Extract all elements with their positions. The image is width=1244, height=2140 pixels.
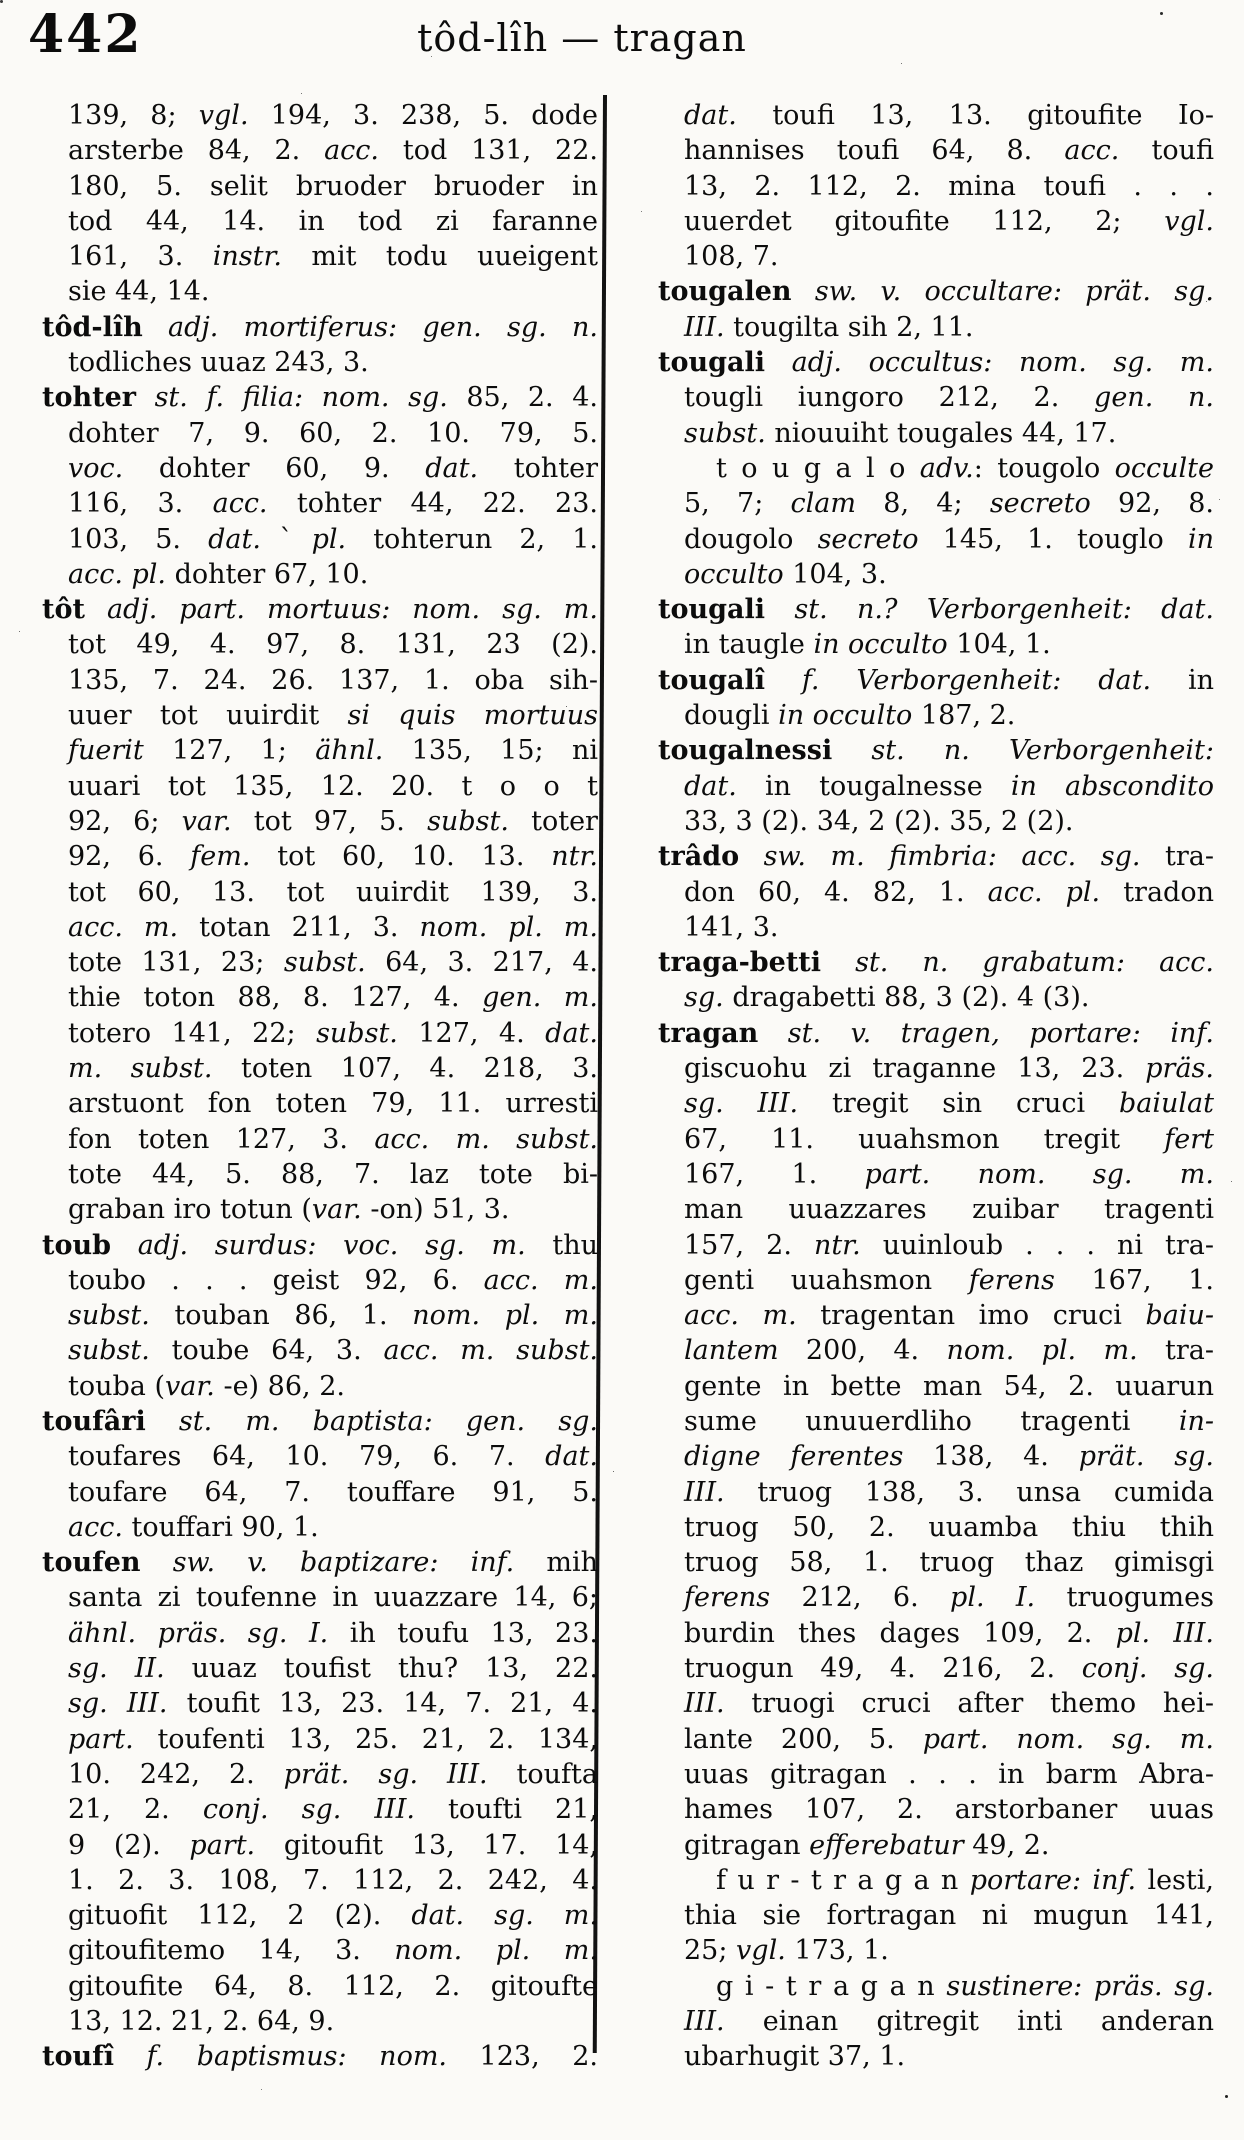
entry-line: acc. touffari 90, 1. bbox=[68, 1511, 319, 1543]
page-header bbox=[0, 0, 1244, 95]
entry-line: 116, 3. acc. tohter 44, 22. 23. bbox=[68, 488, 598, 520]
entry-line: uuer tot uuirdit si quis mortuus bbox=[68, 700, 598, 732]
page-number: 442 bbox=[28, 4, 143, 65]
right-column bbox=[658, 98, 1214, 2075]
entry-line: ähnl. präs. sg. I. ih toufu 13, 23. bbox=[68, 1617, 598, 1649]
entry-line: tôt adj. part. mortuus: nom. sg. m. bbox=[42, 594, 598, 626]
entry-line: fon toten 127, 3. acc. m. subst. bbox=[68, 1123, 598, 1155]
entry-line: thia sie fortragan ni mugun 141, bbox=[684, 1900, 1214, 1932]
entry-line: touba (var. -e) 86, 2. bbox=[68, 1370, 345, 1402]
entry-line: 108, 7. bbox=[684, 241, 779, 273]
entry-line: gituofit 112, 2 (2). dat. sg. m. bbox=[68, 1900, 598, 1932]
entry-line: man uuazzares zuibar tragenti bbox=[684, 1194, 1214, 1226]
entry-line: 21, 2. conj. sg. III. toufti 21, bbox=[68, 1794, 598, 1826]
entry-line: trâdo sw. m. fimbria: acc. sg. tra- bbox=[658, 841, 1215, 873]
entry-line: ferens 212, 6. pl. I. truogumes bbox=[684, 1582, 1214, 1614]
entry-line: III. tougilta sih 2, 11. bbox=[684, 311, 974, 343]
entry-line: fuerit 127, 1; ähnl. 135, 15; ni bbox=[68, 735, 598, 767]
entry-line: III. truogi cruci after themo hei- bbox=[684, 1688, 1214, 1720]
entry-line: tougali adj. occultus: nom. sg. m. bbox=[658, 347, 1214, 379]
entry-line: thie toton 88, 8. 127, 4. gen. m. bbox=[68, 982, 598, 1014]
entry-line: arsterbe 84, 2. acc. tod 131, 22. bbox=[68, 135, 598, 167]
entry-line: tougalen sw. v. occultare: prät. sg. bbox=[658, 276, 1214, 308]
entry-line: tod 44, 14. in tod zi faranne bbox=[68, 205, 598, 237]
entry-line: subst. toube 64, 3. acc. m. subst. bbox=[68, 1335, 599, 1367]
entry-line: sume unuuerdliho tragenti in- bbox=[684, 1405, 1214, 1437]
entry-line: tougalî f. Verborgenheit: dat. in bbox=[658, 664, 1214, 696]
entry-line: tot 49, 4. 97, 8. 131, 23 (2). bbox=[68, 629, 598, 661]
entry-line: totero 141, 22; subst. 127, 4. dat. bbox=[68, 1017, 598, 1049]
entry-line: dat. toufi 13, 13. gitoufite Io- bbox=[684, 100, 1214, 131]
entry-line: 139, 8; vgl. 194, 3. 238, 5. dode bbox=[68, 100, 598, 131]
entry-line: digne ferentes 138, 4. prät. sg. bbox=[684, 1441, 1214, 1473]
entry-line: 103, 5. dat.ˋpl. tohterun 2, 1. bbox=[68, 523, 598, 555]
entry-line: toufare 64, 7. touffare 91, 5. bbox=[68, 1476, 598, 1508]
entry-line: toub adj. surdus: voc. sg. m. thu bbox=[42, 1229, 598, 1261]
entry-line: sg. III. tregit sin cruci baiulat bbox=[684, 1088, 1215, 1120]
entry-line: 92, 6. fem. tot 60, 10. 13. ntr. bbox=[68, 841, 598, 873]
entry-line: traga-betti st. n. grabatum: acc. bbox=[658, 947, 1214, 979]
entry-line: toufî f. baptismus: nom. 123, 2. bbox=[42, 2041, 598, 2073]
entry-line: arstuont fon toten 79, 11. urresti bbox=[68, 1088, 598, 1120]
entry-line: occulto 104, 3. bbox=[684, 558, 887, 590]
entry-line: hames 107, 2. arstorbaner uuas bbox=[684, 1794, 1214, 1826]
entry-line: santa zi toufenne in uuazzare 14, 6; bbox=[68, 1582, 598, 1614]
entry-line: tragan st. v. tragen, portare: inf. bbox=[658, 1017, 1214, 1049]
entry-line: 13, 12. 21, 2. 64, 9. bbox=[68, 2006, 335, 2038]
entry-line: 13, 2. 112, 2. mina toufi . . . bbox=[684, 170, 1214, 202]
entry-line: g i - t r a g a n sustinere: präs. sg. bbox=[716, 1970, 1214, 2002]
running-header: tôd-lîh — tragan bbox=[417, 16, 747, 60]
entry-line: lantem 200, 4. nom. pl. m. tra- bbox=[684, 1335, 1214, 1367]
entry-line: sg. III. toufit 13, 23. 14, 7. 21, 4. bbox=[68, 1688, 598, 1720]
entry-line: don 60, 4. 82, 1. acc. pl. tradon bbox=[684, 876, 1214, 908]
entry-line: gitragan efferebatur 49, 2. bbox=[684, 1829, 1050, 1861]
scan-noise-speckles bbox=[0, 0, 3, 3]
left-column bbox=[42, 98, 598, 2075]
entry-line: tot 60, 13. tot uuirdit 139, 3. bbox=[68, 876, 598, 908]
entry-line: toufen sw. v. baptizare: inf. mih bbox=[42, 1547, 598, 1579]
entry-line: 141, 3. bbox=[684, 911, 779, 943]
entry-line: uuari tot 135, 12. 20. t o o t bbox=[68, 770, 598, 802]
entry-line: 161, 3. instr. mit todu uueigent bbox=[68, 241, 598, 273]
entry-line: tougli iungoro 212, 2. gen. n. bbox=[684, 382, 1215, 414]
entry-line: truog 58, 1. truog thaz gimisgi bbox=[684, 1547, 1214, 1579]
entry-line: burdin thes dages 109, 2. pl. III. bbox=[684, 1617, 1214, 1649]
entry-line: acc. m. totan 211, 3. nom. pl. m. bbox=[68, 911, 598, 943]
entry-line: gente in bette man 54, 2. uuarun bbox=[684, 1370, 1214, 1402]
entry-line: truog 50, 2. uuamba thiu thih bbox=[684, 1511, 1214, 1543]
entry-line: tougali st. n.? Verborgenheit: dat. bbox=[658, 594, 1214, 626]
entry-line: 1. 2. 3. 108, 7. 112, 2. 242, 4. bbox=[68, 1864, 598, 1896]
entry-line: uuerdet gitoufite 112, 2; vgl. bbox=[684, 205, 1214, 237]
entry-line: truogun 49, 4. 216, 2. conj. sg. bbox=[684, 1653, 1214, 1685]
entry-line: part. toufenti 13, 25. 21, 2. 134, bbox=[68, 1723, 598, 1755]
entry-line: in taugle in occulto 104, 1. bbox=[684, 629, 1051, 661]
entry-line: 10. 242, 2. prät. sg. III. toufta bbox=[68, 1758, 598, 1790]
entry-line: 135, 7. 24. 26. 137, 1. oba sih- bbox=[68, 664, 598, 696]
entry-line: sg. dragabetti 88, 3 (2). 4 (3). bbox=[684, 982, 1090, 1014]
entry-line: todliches uuaz 243, 3. bbox=[68, 347, 369, 379]
entry-line: sie 44, 14. bbox=[68, 276, 210, 308]
entry-line: 167, 1. part. nom. sg. m. bbox=[684, 1158, 1214, 1190]
entry-line: dougolo secreto 145, 1. touglo in bbox=[684, 523, 1214, 555]
entry-line: ubarhugit 37, 1. bbox=[684, 2041, 906, 2073]
entry-line: tougalnessi st. n. Verborgenheit: bbox=[658, 735, 1214, 767]
entry-line: 92, 6; var. tot 97, 5. subst. toter bbox=[68, 805, 598, 837]
entry-line: toubo . . . geist 92, 6. acc. m. bbox=[68, 1264, 598, 1296]
entry-line: uuas gitragan . . . in barm Abra- bbox=[684, 1758, 1214, 1790]
entry-line: gitoufitemo 14, 3. nom. pl. m. bbox=[68, 1935, 598, 1967]
entry-line: acc. m. tragentan imo cruci baiu- bbox=[684, 1300, 1214, 1332]
entry-line: toufâri st. m. baptista: gen. sg. bbox=[42, 1405, 598, 1437]
entry-line: t o u g a l o adv.: tougolo occulte bbox=[716, 452, 1214, 484]
entry-line: sg. II. uuaz toufist thu? 13, 22. bbox=[68, 1653, 598, 1685]
entry-line: voc. dohter 60, 9. dat. tohter bbox=[68, 452, 598, 484]
entry-line: gitoufite 64, 8. 112, 2. gitoufte bbox=[68, 1970, 598, 2002]
entry-line: graban iro totun (var. -on) 51, 3. bbox=[68, 1194, 510, 1226]
entry-line: 157, 2. ntr. uuinloub . . . ni tra- bbox=[684, 1229, 1214, 1261]
entry-line: dat. in tougalnesse in abscondito bbox=[684, 770, 1214, 802]
entry-line: III. truog 138, 3. unsa cumida bbox=[684, 1476, 1214, 1508]
entry-line: acc. pl. dohter 67, 10. bbox=[68, 558, 369, 590]
entry-line: giscuohu zi traganne 13, 23. präs. bbox=[684, 1053, 1214, 1085]
entry-line: dougli in occulto 187, 2. bbox=[684, 700, 1016, 732]
entry-line: dohter 7, 9. 60, 2. 10. 79, 5. bbox=[68, 417, 598, 449]
entry-line: 25; vgl. 173, 1. bbox=[684, 1935, 889, 1967]
entry-line: subst. niouuiht tougales 44, 17. bbox=[684, 417, 1117, 449]
entry-line: 33, 3 (2). 34, 2 (2). 35, 2 (2). bbox=[684, 805, 1074, 837]
entry-line: III. einan gitregit inti anderan bbox=[684, 2006, 1214, 2038]
entry-line: genti uuahsmon ferens 167, 1. bbox=[684, 1264, 1215, 1296]
entry-line: 5, 7; clam 8, 4; secreto 92, 8. bbox=[684, 488, 1214, 520]
entry-line: tote 131, 23; subst. 64, 3. 217, 4. bbox=[68, 947, 598, 979]
entry-line: hannises toufi 64, 8. acc. toufi bbox=[684, 135, 1214, 167]
entry-line: tote 44, 5. 88, 7. laz tote bi- bbox=[68, 1158, 598, 1190]
entry-line: 180, 5. selit bruoder bruoder in bbox=[68, 170, 598, 202]
entry-line: lante 200, 5. part. nom. sg. m. bbox=[684, 1723, 1214, 1755]
entry-line: tohter st. f. filia: nom. sg. 85, 2. 4. bbox=[42, 382, 598, 414]
entry-line: subst. touban 86, 1. nom. pl. m. bbox=[68, 1300, 598, 1332]
entry-line: 67, 11. uuahsmon tregit fert bbox=[684, 1123, 1214, 1155]
entry-line: 9 (2). part. gitoufit 13, 17. 14, bbox=[68, 1829, 599, 1861]
entry-line: f u r - t r a g a n portare: inf. lesti, bbox=[716, 1864, 1214, 1896]
entry-line: toufares 64, 10. 79, 6. 7. dat. bbox=[68, 1441, 598, 1473]
entry-line: tôd-lîh adj. mortiferus: gen. sg. n. bbox=[42, 311, 598, 343]
entry-line: m. subst. toten 107, 4. 218, 3. bbox=[68, 1053, 598, 1085]
